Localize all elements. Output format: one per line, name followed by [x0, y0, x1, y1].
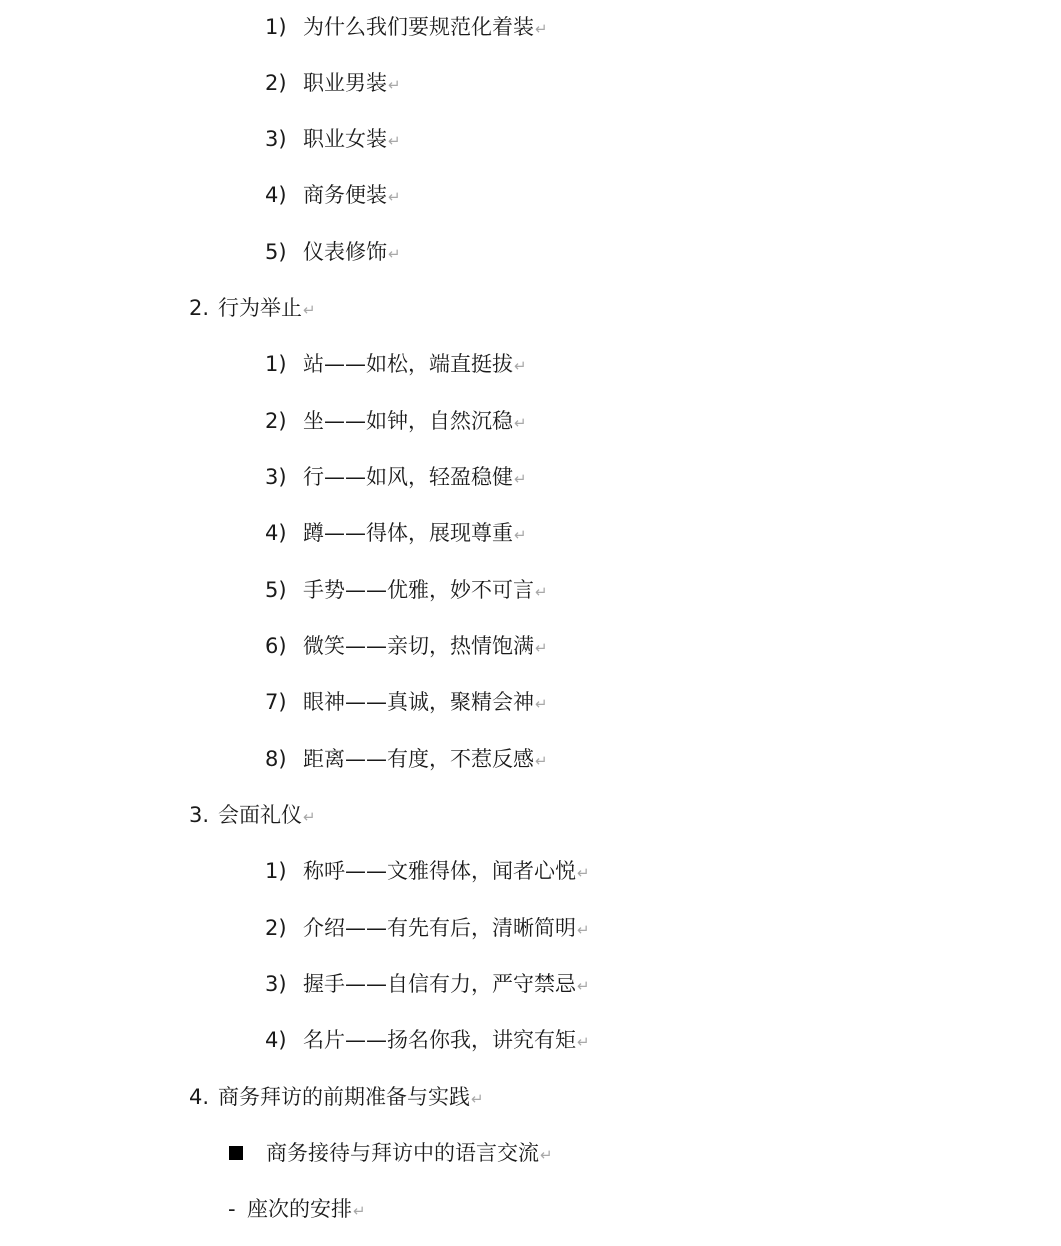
list-number: 2) [265, 71, 287, 95]
list-number: 3) [265, 972, 287, 996]
section-heading-text: 商务拜访的前期准备与实践 [218, 1085, 470, 1109]
section-heading [189, 293, 316, 323]
paragraph-mark-icon: ↵ [514, 414, 527, 432]
list-item [265, 349, 527, 379]
list-number: 3) [265, 127, 287, 151]
list-item-text: 眼神——真诚，聚精会神 [303, 690, 534, 714]
paragraph-mark-icon: ↵ [353, 1202, 366, 1220]
list-item-text: 名片——扬名你我，讲究有矩 [303, 1028, 576, 1052]
section-heading [189, 800, 316, 830]
paragraph-mark-icon: ↵ [540, 1146, 553, 1164]
list-item [265, 1025, 590, 1055]
list-item-text: 距离——有度，不惹反感 [303, 747, 534, 771]
list-item [265, 969, 590, 999]
paragraph-mark-icon: ↵ [471, 1090, 484, 1108]
dash-item-text: 座次的安排 [247, 1197, 352, 1221]
list-number: 6) [265, 634, 287, 658]
list-item [265, 744, 548, 774]
paragraph-mark-icon: ↵ [388, 76, 401, 94]
section-heading [189, 1082, 484, 1112]
list-item-text: 坐——如钟，自然沉稳 [303, 409, 513, 433]
bullet-item [228, 1138, 553, 1168]
paragraph-mark-icon: ↵ [535, 752, 548, 770]
list-item [265, 687, 548, 717]
paragraph-mark-icon: ↵ [535, 583, 548, 601]
list-number: 1) [265, 15, 287, 39]
paragraph-mark-icon: ↵ [577, 1033, 590, 1051]
section-number: 4. [189, 1085, 210, 1109]
paragraph-mark-icon: ↵ [303, 808, 316, 826]
list-item [265, 462, 527, 492]
list-number: 4) [265, 521, 287, 545]
square-bullet-icon [229, 1146, 243, 1160]
list-number: 4) [265, 183, 287, 207]
paragraph-mark-icon: ↵ [535, 20, 548, 38]
paragraph-mark-icon: ↵ [514, 357, 527, 375]
section-heading-text: 会面礼仪 [218, 803, 302, 827]
list-item [265, 913, 590, 943]
list-item-text: 介绍——有先有后，清晰简明 [303, 916, 576, 940]
list-number: 5) [265, 578, 287, 602]
list-number: 3) [265, 465, 287, 489]
list-item [265, 856, 590, 886]
paragraph-mark-icon: ↵ [303, 301, 316, 319]
list-number: 5) [265, 240, 287, 264]
list-item-text: 商务便装 [303, 183, 387, 207]
list-item-text: 仪表修饰 [303, 240, 387, 264]
list-item [265, 575, 548, 605]
paragraph-mark-icon: ↵ [577, 921, 590, 939]
dash-marker: - [228, 1197, 236, 1221]
dash-item [228, 1194, 366, 1224]
list-item-text: 站——如松，端直挺拔 [303, 352, 513, 376]
list-item-text: 微笑——亲切，热情饱满 [303, 634, 534, 658]
list-item-text: 职业男装 [303, 71, 387, 95]
list-number: 1) [265, 352, 287, 376]
list-number: 2) [265, 916, 287, 940]
paragraph-mark-icon: ↵ [514, 526, 527, 544]
list-number: 7) [265, 690, 287, 714]
list-item-text: 职业女装 [303, 127, 387, 151]
paragraph-mark-icon: ↵ [388, 188, 401, 206]
section-heading-text: 行为举止 [218, 296, 302, 320]
bullet-item-text: 商务接待与拜访中的语言交流 [266, 1141, 539, 1165]
section-number: 2. [189, 296, 210, 320]
list-item [265, 237, 401, 267]
list-item [265, 406, 527, 436]
list-number: 1) [265, 859, 287, 883]
list-item [265, 180, 401, 210]
list-item [265, 631, 548, 661]
list-number: 2) [265, 409, 287, 433]
list-item [265, 518, 527, 548]
list-item [265, 12, 548, 42]
paragraph-mark-icon: ↵ [577, 864, 590, 882]
list-item-text: 称呼——文雅得体，闻者心悦 [303, 859, 576, 883]
list-item [265, 124, 401, 154]
list-item-text: 为什么我们要规范化着装 [303, 15, 534, 39]
list-number: 4) [265, 1028, 287, 1052]
paragraph-mark-icon: ↵ [535, 639, 548, 657]
list-item-text: 手势——优雅，妙不可言 [303, 578, 534, 602]
paragraph-mark-icon: ↵ [514, 470, 527, 488]
paragraph-mark-icon: ↵ [535, 695, 548, 713]
list-item [265, 68, 401, 98]
section-number: 3. [189, 803, 210, 827]
list-item-text: 行——如风，轻盈稳健 [303, 465, 513, 489]
paragraph-mark-icon: ↵ [388, 132, 401, 150]
list-item-text: 握手——自信有力，严守禁忌 [303, 972, 576, 996]
paragraph-mark-icon: ↵ [577, 977, 590, 995]
paragraph-mark-icon: ↵ [388, 245, 401, 263]
list-item-text: 蹲——得体，展现尊重 [303, 521, 513, 545]
list-number: 8) [265, 747, 287, 771]
